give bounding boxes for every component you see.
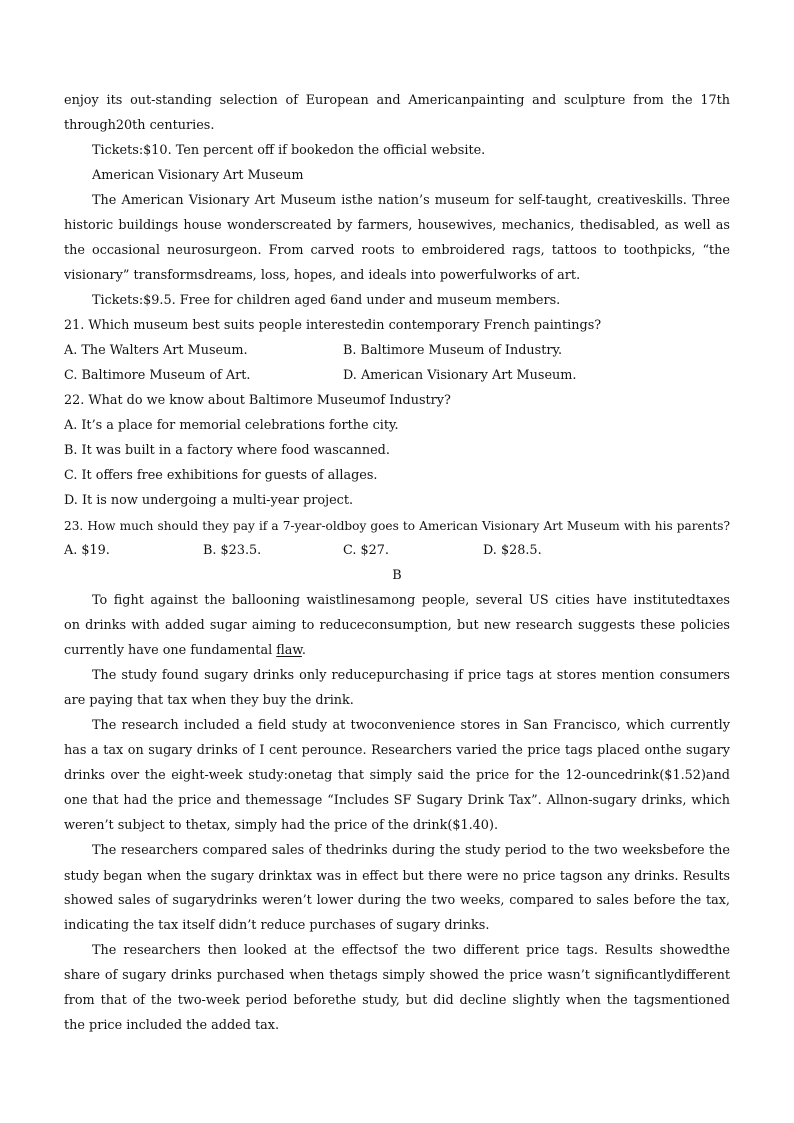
question-option: C. $27. <box>343 543 389 558</box>
paragraph-line: on drinks with added sugar aiming to reduceconsumption, but new research suggests these policies <box>64 618 730 633</box>
paragraph-line: share of sugary drinks purchased when thetags simply showed the price wasn’t significantlydifferent <box>64 968 730 983</box>
paragraph-line: drinks over the eight-week study:onetag that simply said the price for the 12-ouncedrink($1.52)and <box>64 768 730 783</box>
question-option: A. $19. <box>64 543 110 558</box>
paragraph-line: To fight against the ballooning waistlinesamong people, several US cities have institutedtaxes <box>92 593 730 608</box>
question-option: B. $23.5. <box>203 543 262 558</box>
question-option: B. It was built in a factory where food wascanned. <box>64 443 390 458</box>
avam-tickets: Tickets:$9.5. Free for children aged 6and under and museum members. <box>92 293 561 308</box>
walters-text-line: enjoy its out-standing selection of European and Americanpainting and sculpture from the 17th <box>64 93 730 108</box>
paragraph-line: The researchers then looked at the effectsof the two different price tags. Results showedthe <box>92 943 730 958</box>
avam-heading: American Visionary Art Museum <box>92 168 304 183</box>
avam-desc-line: visionary” transformsdreams, loss, hopes, and ideals into powerfulworks of art. <box>64 268 581 283</box>
paragraph-line: study began when the sugary drinktax was in effect but there were no price tagson any drinks. Results <box>64 868 730 883</box>
paragraph-line: from that of the two-week period beforethe study, but did decline slightly when the tagsmentioned <box>64 993 730 1008</box>
question-option: A. The Walters Art Museum. <box>64 343 248 358</box>
walters-tickets: Tickets:$10. Ten percent off if bookedon the official website. <box>92 143 486 158</box>
paragraph-line: The study found sugary drinks only reducepurchasing if price tags at stores mention consumers <box>92 668 730 683</box>
paragraph-line: weren’t subject to thetax, simply had the price of the drink($1.40). <box>64 818 499 833</box>
paragraph-line: one that had the price and themessage “Includes SF Sugary Drink Tax”. Allnon-sugary drinks, which <box>64 793 730 808</box>
question-option: C. Baltimore Museum of Art. <box>64 368 251 383</box>
paragraph-line: has a tax on sugary drinks of I cent perounce. Researchers varied the price tags placed onthe sugary <box>64 743 730 758</box>
avam-desc-line: historic buildings house wonderscreated by farmers, housewives, mechanics, thedisabled, as well as <box>64 218 730 233</box>
question-option: A. It’s a place for memorial celebrations forthe city. <box>64 418 399 433</box>
question-stem: 21. Which museum best suits people interestedin contemporary French paintings? <box>64 318 602 333</box>
question-option: C. It offers free exhibitions for guests of allages. <box>64 468 378 483</box>
paragraph-line: The researchers compared sales of thedrinks during the study period to the two weeksbefore the <box>92 843 730 858</box>
question-option: D. $28.5. <box>483 543 542 558</box>
paragraph-line <box>64 641 730 661</box>
paragraph-line: the price included the added tax. <box>64 1018 280 1033</box>
question-stem: 23. How much should they pay if a 7-year-oldboy goes to American Visionary Art Museum with his parents? <box>64 519 730 533</box>
paragraph-line: are paying that tax when they buy the drink. <box>64 693 354 708</box>
paragraph-text: . <box>301 643 306 658</box>
walters-text-line: through20th centuries. <box>64 118 215 133</box>
question-option: D. American Visionary Art Museum. <box>343 368 577 383</box>
avam-desc-line: the occasional neurosurgeon. From carved roots to embroidered rags, tattoos to toothpicks, “the <box>64 243 730 258</box>
underlined-word: flaw <box>276 643 302 658</box>
avam-desc-line: The American Visionary Art Museum isthe nation’s museum for self-taught, creativeskills. Three <box>92 193 730 208</box>
question-option: B. Baltimore Museum of Industry. <box>343 343 563 358</box>
question-option: D. It is now undergoing a multi-year project. <box>64 493 354 508</box>
question-stem: 22. What do we know about Baltimore Museumof Industry? <box>64 393 451 408</box>
paragraph-line: indicating the tax itself didn’t reduce purchases of sugary drinks. <box>64 918 490 933</box>
paragraph-line: showed sales of sugarydrinks weren’t lower during the two weeks, compared to sales before the tax, <box>64 893 730 908</box>
paragraph-line: The research included a field study at twoconvenience stores in San Francisco, which currently <box>92 718 730 733</box>
section-label: B <box>392 568 402 583</box>
paragraph-text: currently have one fundamental <box>64 643 277 658</box>
